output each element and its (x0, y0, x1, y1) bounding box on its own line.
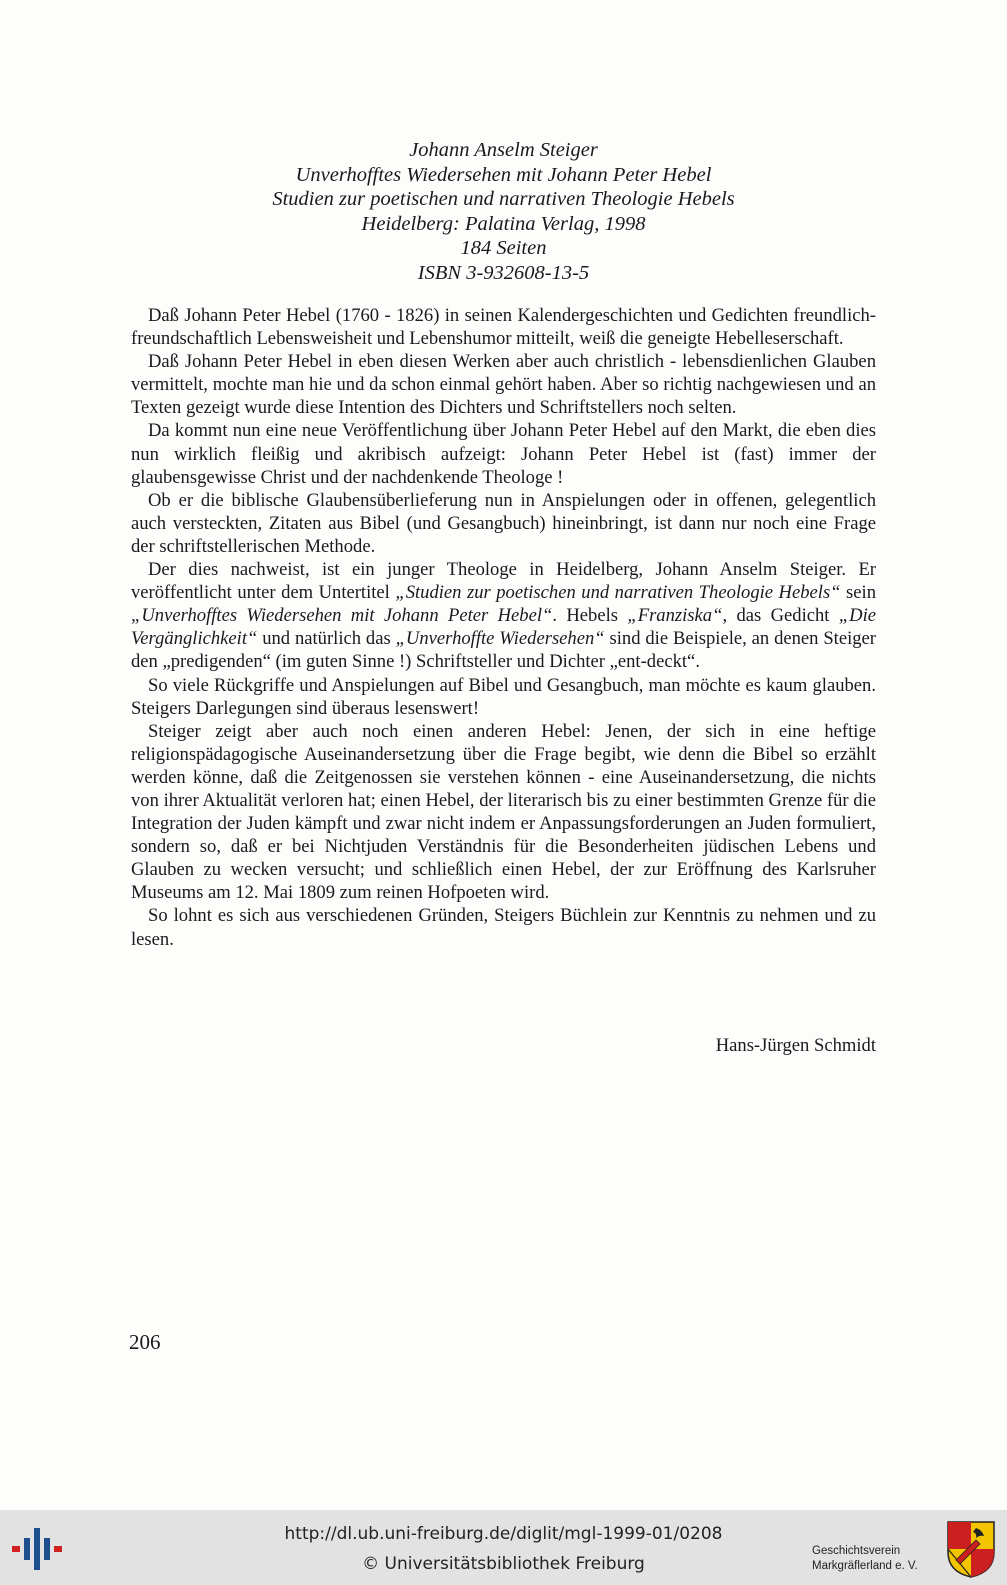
society-line-2: Markgräflerland e. V. (812, 1560, 918, 1572)
copyright-text: © Universitätsbibliothek Freiburg (362, 1554, 645, 1574)
society-name (812, 1544, 918, 1574)
header-subtitle: Studien zur poetischen und narrativen Theologie Hebels (272, 188, 735, 210)
coat-of-arms-icon (946, 1520, 996, 1578)
paragraph: Da kommt nun eine neue Veröffentlichung über Johann Peter Hebel auf den Markt, die eben dies nun wirklich fleißig und akribisch aufzeigt: Johann Peter Hebel ist (fast) immer der glaubensgewisse Christ und der nachdenkende Theologe ! (131, 420, 876, 488)
text-run: und natürlich das (257, 628, 396, 650)
header-pages: 184 Seiten (460, 237, 547, 259)
header-title: Unverhofftes Wiedersehen mit Johann Peter Hebel (295, 163, 712, 186)
text-run: Der dies nachweist, ist ein junger Theologe in Heidelberg, Johann Anselm Steiger. Er veröffentlicht unter dem Untertitel (131, 559, 876, 604)
paragraph (131, 558, 876, 673)
italic-poem-title: „Die Vergänglichkeit“ (131, 605, 877, 650)
italic-story-title: „Unverhoffte Wiedersehen“ (395, 628, 605, 650)
paragraph: So viele Rückgriffe und Anspielungen auf Bibel und Gesangbuch, man möchte es kaum glauben. Steigers Darlegungen sind überaus lesenswert! (131, 674, 876, 719)
review-body (131, 304, 876, 951)
reviewer-signature: Hans-Jürgen Schmidt (715, 1035, 876, 1056)
text-run: sind die Beispiele, an denen Steiger den „predigenden“ (im guten Sinne !) Schriftsteller und Dichter „ent-deckt“. (131, 628, 877, 673)
header-publisher: Heidelberg: Palatina Verlag, 1998 (361, 212, 646, 235)
review-header (0, 138, 1007, 285)
italic-work-franziska: „Franziska“ (627, 605, 723, 627)
footer-bar (0, 1510, 1007, 1585)
header-author: Johann Anselm Steiger (409, 139, 598, 161)
italic-subtitle: „Studien zur poetischen und narrativen Theologie Hebels“ (395, 582, 841, 604)
paragraph: Daß Johann Peter Hebel (1760 - 1826) in seinen Kalendergeschichten und Gedichten freundlich-freundschaftlich Lebensweisheit und Lebenshumor mitteilt, weiß die geneigte Hebelleserschaft. (131, 305, 876, 350)
paragraph: Daß Johann Peter Hebel in eben diesen Werken aber auch christlich - lebensdienlichen Glauben vermittelt, mochte man hie und da schon einmal gehört haben. Aber so richtig nachgewiesen und an Texten gezeigt wurde diese Intention des Dichters und Schriftstellers noch selten. (131, 351, 876, 419)
text-run: sein (840, 582, 876, 604)
paragraph: So lohnt es sich aus verschiedenen Gründen, Steigers Büchlein zur Kenntnis zu nehmen und zu lesen. (131, 905, 876, 950)
header-isbn: ISBN 3-932608-13-5 (417, 261, 590, 284)
text-run: . Hebels (552, 605, 628, 627)
document-url-link[interactable]: http://dl.ub.uni-freiburg.de/diglit/mgl-1999-01/0208 (284, 1524, 723, 1544)
paragraph: Steiger zeigt aber auch noch einen anderen Hebel: Jenen, der sich in eine heftige religionspädagogische Auseinandersetzung über die Frage begibt, wie denn die Bibel so erzählt werden könne, daß die Zeitgenossen sie verstehen können - eine Auseinandersetzung, die nichts von ihrer Aktualität verloren hat; einen Hebel, der literarisch bis zu einer bestimmten Grenze für die Integration der Juden kämpft und zwar nicht indem er Anpassungsforderungen an Juden formuliert, sondern so, daß er bei Nichtjuden Verständnis für die Besonderheiten jüdischen Lebens und Glauben zu wecken versucht; und schließlich einen Hebel, der zur Eröffnung des Karlsruher Museums am 12. Mai 1809 zum reinen Hofpoeten wird. (131, 720, 876, 904)
paragraph: Ob er die biblische Glaubensüberlieferung nun in Anspielungen oder in offenen, gelegentlich auch versteckten, Zitaten aus Bibel (und Gesangbuch) hineinbringt, ist dann nur noch eine Frage der schriftstellerischen Methode. (131, 489, 876, 557)
text-run: , das Gedicht (722, 605, 839, 627)
society-line-1: Geschichtsverein (812, 1545, 901, 1557)
page-number: 206 (129, 1330, 161, 1354)
italic-book-title: „Unverhofftes Wiedersehen mit Johann Peter Hebel“ (131, 605, 553, 627)
